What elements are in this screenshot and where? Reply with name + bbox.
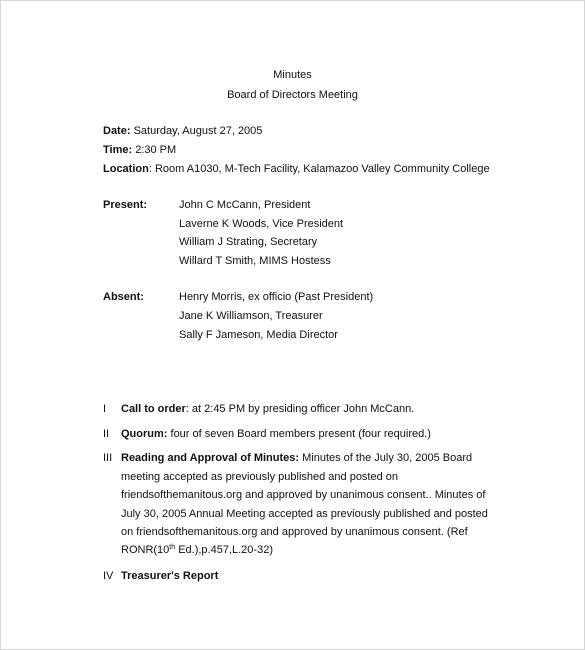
- date-line: [103, 125, 262, 137]
- agenda-numeral: II: [103, 428, 110, 440]
- time-line: [103, 144, 176, 156]
- agenda-item-text-line: July 30, 2005 Annual Meeting accepted as previously published and posted: [121, 508, 488, 520]
- agenda-item-title: Reading and Approval of Minutes:: [121, 452, 300, 464]
- absent-member: Sally F Jameson, Media Director: [179, 329, 338, 341]
- agenda-item-text-line: friendsofthemanitous.org and approved by unanimous consent.. Minutes of: [121, 489, 486, 501]
- agenda-item-call-to-order: [121, 403, 414, 415]
- reference-suffix: Ed.),p.457,L.20-32): [175, 544, 273, 556]
- time-value: 2:30 PM: [135, 144, 177, 156]
- location-label: Location: [103, 163, 149, 175]
- date-value: Saturday, August 27, 2005: [133, 125, 263, 137]
- reference-superscript: th: [169, 544, 176, 551]
- agenda-item-text-line: meeting accepted as previously published and posted on: [121, 471, 399, 483]
- agenda-item-text: four of seven Board members present (four required.): [167, 428, 431, 440]
- agenda-item-treasurers-report: [121, 570, 218, 582]
- present-member: William J Strating, Secretary: [179, 236, 318, 248]
- agenda-item-reference: [121, 544, 273, 556]
- present-label: Present:: [103, 199, 148, 211]
- agenda-item-text-line: on friendsofthemanitous.org and approved by unanimous consent. (Ref: [121, 526, 468, 538]
- agenda-numeral: I: [103, 403, 107, 415]
- absent-member: Henry Morris, ex officio (Past President): [179, 291, 374, 303]
- agenda-item-text: Minutes of the July 30, 2005 Board: [299, 452, 473, 464]
- present-member: Laverne K Woods, Vice President: [179, 218, 344, 230]
- location-line: [103, 163, 490, 175]
- agenda-item-quorum: [121, 428, 431, 440]
- document-subtitle: Board of Directors Meeting: [227, 89, 358, 101]
- location-value: : Room A1030, M-Tech Facility, Kalamazoo Valley Community College: [148, 163, 490, 175]
- time-label: Time:: [103, 144, 133, 156]
- agenda-item-title: Quorum:: [121, 428, 168, 440]
- present-member: John C McCann, President: [179, 199, 311, 211]
- agenda-numeral: IV: [103, 570, 114, 582]
- present-member: Willard T Smith, MIMS Hostess: [179, 255, 331, 267]
- agenda-item-title: Call to order: [121, 403, 186, 415]
- reference-prefix: RONR(10: [121, 544, 170, 556]
- absent-member: Jane K Williamson, Treasurer: [179, 310, 323, 322]
- agenda-item-text: : at 2:45 PM by presiding officer John McCann.: [185, 403, 415, 415]
- date-label: Date:: [103, 125, 131, 137]
- document-title: Minutes: [273, 69, 312, 81]
- absent-label: Absent:: [103, 291, 144, 303]
- agenda-numeral: III: [103, 452, 113, 464]
- agenda-item-reading-approval: [121, 452, 472, 464]
- agenda-item-title: Treasurer's Report: [121, 570, 219, 582]
